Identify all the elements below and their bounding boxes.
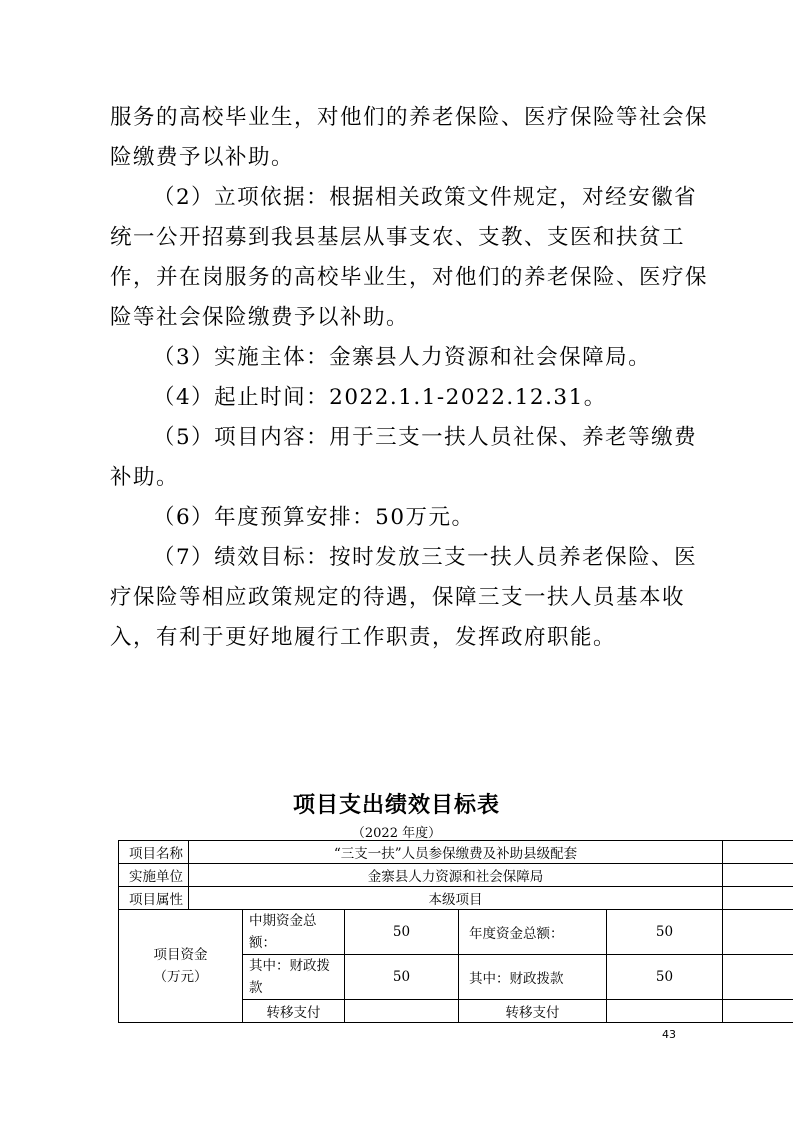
fiscal-label-2: 其中：财政拨款 [459, 955, 607, 1000]
empty-cell [723, 887, 793, 910]
paragraph-goals: （7）绩效目标：按时发放三支一扶人员养老保险、医疗保险等相应政策规定的待遇，保障三支一扶人员基本收入，有利于更好地履行工作职责，发挥政府职能。 [110, 545, 698, 650]
mid-total-label: 中期资金总额： [243, 910, 345, 955]
attr-value: 本级项目 [189, 887, 723, 910]
table-row [119, 910, 793, 955]
paragraph-period: （4）起止时间：2022.1.1-2022.12.31。 [153, 385, 607, 410]
fiscal-value-2: 50 [607, 955, 723, 1000]
empty-cell [723, 864, 793, 887]
fiscal-label: 其中：财政拨款 [243, 955, 345, 1000]
empty-cell [723, 1000, 793, 1023]
empty-cell [723, 910, 793, 955]
table-row [119, 841, 793, 864]
transfer-value [345, 1000, 459, 1023]
year-total-value: 50 [607, 910, 723, 955]
transfer-label: 转移支付 [243, 1000, 345, 1023]
table-row [119, 887, 793, 910]
name-label: 项目名称 [119, 841, 189, 864]
table-year: （2022 年度） [351, 826, 442, 841]
unit-label: 实施单位 [119, 864, 189, 887]
paragraph-budget: （6）年度预算安排：50万元。 [153, 505, 475, 530]
attr-label: 项目属性 [119, 887, 189, 910]
unit-value: 金寨县人力资源和社会保障局 [189, 864, 723, 887]
funds-label-line1: 项目资金 [153, 947, 208, 963]
empty-cell [723, 841, 793, 864]
fiscal-value: 50 [345, 955, 459, 1000]
year-total-label: 年度资金总额： [459, 910, 607, 955]
paragraph-content: （5）项目内容：用于三支一扶人员社保、养老等缴费补助。 [110, 425, 698, 490]
paragraph-continuation: 服务的高校毕业生，对他们的养老保险、医疗保险等社会保险缴费予以补助。 [110, 105, 709, 170]
funds-label-line2: （万元） [153, 969, 208, 985]
funds-label [119, 910, 243, 1023]
paragraph-basis: （2）立项依据：根据相关政策文件规定，对经安徽省统一公开招募到我县基层从事支农、支教、支医和扶贫工作，并在岗服务的高校毕业生，对他们的养老保险、医疗保险等社会保险缴费予以补助。 [110, 185, 709, 330]
table-title: 项目支出绩效目标表 [292, 793, 500, 818]
performance-target-table [118, 840, 793, 1023]
transfer-label-2: 转移支付 [459, 1000, 607, 1023]
name-value: “三支一扶”人员参保缴费及补助县级配套 [189, 841, 723, 864]
empty-cell [723, 955, 793, 1000]
table-row [119, 864, 793, 887]
paragraph-implementer: （3）实施主体：金寨县人力资源和社会保障局。 [153, 345, 652, 370]
mid-total-value: 50 [345, 910, 459, 955]
transfer-value-2 [607, 1000, 723, 1023]
page-number: 43 [662, 1028, 676, 1041]
